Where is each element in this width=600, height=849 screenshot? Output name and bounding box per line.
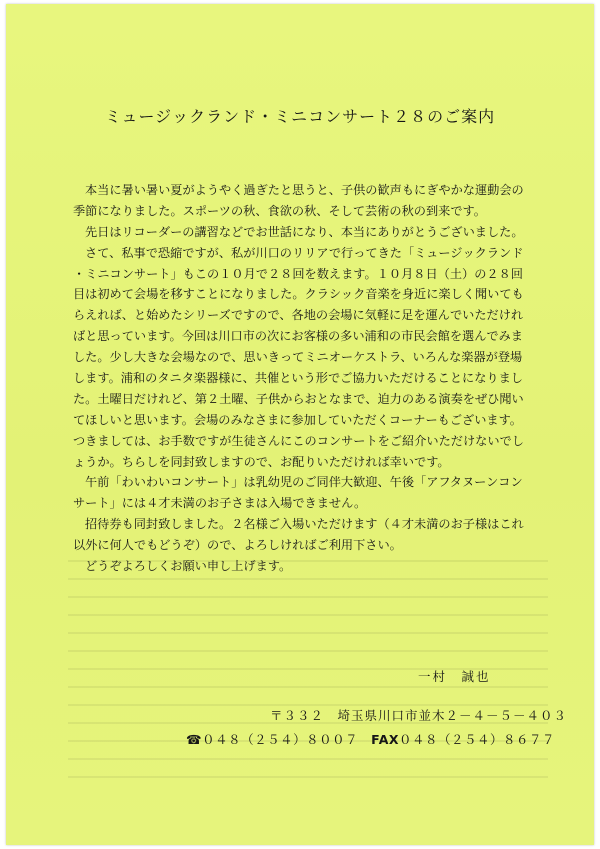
body-line: てほしいと思います。会場のみなさまに参加していただくコーナーもございます。 [73, 412, 522, 427]
fax-label: FAX [371, 732, 400, 747]
sender-name: 一村 誠也 [418, 669, 491, 684]
body-line: 以外に何人でもどうぞ）ので、よろしければご利用下さい。 [73, 538, 402, 553]
body-line: します。浦和のタニタ楽器様に、共催という形でご協力いただけることになりまし [73, 371, 523, 386]
body-line: らえれば、と始めたシリーズですので、各地の会場に気軽に足を運んでいただけれ [73, 308, 524, 323]
body-line: サート」には４才未満のお子さまは入場できません。 [73, 496, 367, 511]
body-line: さて、私事で恐縮ですが、私が川口のリリアで行ってきた「ミュージックランド [85, 245, 524, 260]
fax-number: ０４８（２５４）８６７７ [399, 732, 556, 747]
body-line: ・ミニコンサート」もこの１０月で２８回を数えます。１０月８日（土）の２８回 [73, 266, 523, 281]
body-line: 目は初めて会場を移すことになりました。クラシック音楽を身近に楽しく聞いても [73, 287, 524, 302]
body-line: 季節になりました。スポーツの秋、食欲の秋、そして芸術の秋の到来です。 [73, 203, 486, 218]
body-line: どうぞよろしくお願い申し上げます。 [85, 559, 292, 574]
phone-icon: ☎ [186, 732, 203, 747]
document-title: ミュージックランド・ミニコンサート２８のご案内 [104, 107, 496, 126]
body-line: 招待券も同封致しました。２名様ご入場いただけます（４才未満のお子様はこれ [85, 517, 524, 532]
body-line: ばと思っています。今回は川口市の次にお客様の多い浦和の市民会館を選んでみま [73, 329, 523, 344]
body-line: つきましては、お手数ですが生徒さんにこのコンサートをご紹介いただけないでし [73, 433, 524, 448]
body-line: ょうか。ちらしを同封致しますので、お配りいただければ幸いです。 [73, 454, 450, 469]
body-line: 本当に暑い暑い夏がようやく過ぎたと思うと、子供の歓声もにぎやかな運動会の [85, 183, 524, 197]
body-line: 午前「わいわいコンサート」は乳幼児のご同伴大歓迎、午後「アフタヌーンコン [85, 475, 523, 490]
phone-number: ０４８（２５４）８００７ [202, 732, 359, 747]
sender-contact [186, 730, 555, 748]
body-line: た。土曜日だけれど、第２土曜、子供からおとなまで、迫力のある演奏をぜひ聞い [73, 391, 524, 406]
letter-body [73, 180, 573, 577]
body-line: 先日はリコーダーの講習などでお世話になり、本当にありがとうございました。 [85, 224, 524, 239]
sender-address: 〒３３２ 埼玉県川口市並木２－４－５－４０３ [270, 708, 568, 723]
body-line: した。少し大きな会場なので、思いきってミニオーケストラ、いろんな楽器が登場 [73, 350, 523, 365]
